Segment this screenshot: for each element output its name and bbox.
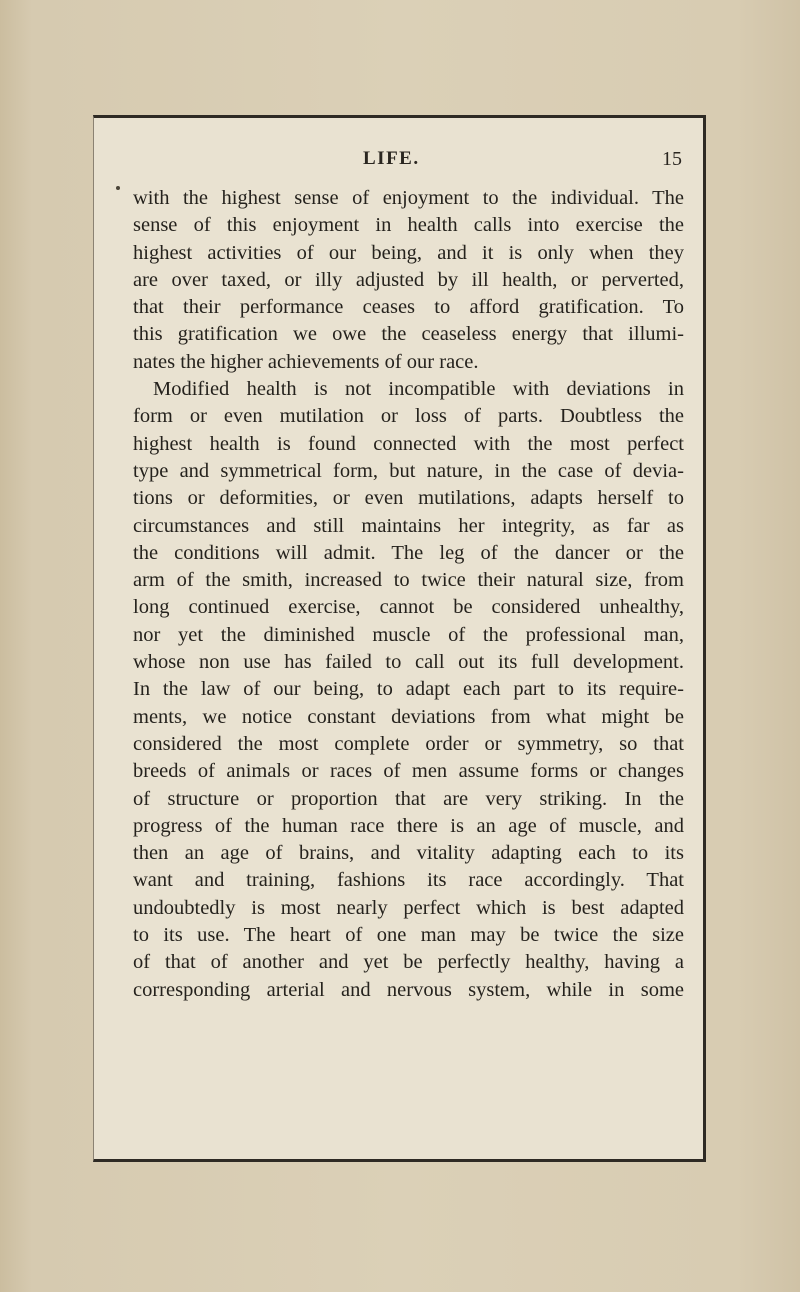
text-line: want and training, fashions its race accordingly. That [133,869,684,892]
text-line: nates the higher achievements of our race. [133,350,479,373]
text-line: with the highest sense of enjoyment to the individual. The [133,187,684,209]
text-line: circumstances and still maintains her integrity, as far as [133,514,684,537]
text-line: long continued exercise, cannot be considered unhealthy, [133,596,684,619]
text-line: progress of the human race there is an age of muscle, and [133,814,684,837]
page-header [93,148,706,178]
text-line: of structure or proportion that are very striking. In the [133,787,684,810]
paragraph-1 [133,185,684,376]
text-line: this gratification we owe the ceaseless energy that illumi- [133,323,684,346]
running-head: LIFE. [363,148,420,169]
text-line: undoubtedly is most nearly perfect which is best adapted [133,896,684,919]
text-line: sense of this enjoyment in health calls into exercise the [133,214,684,237]
text-line: considered the most complete order or symmetry, so that [133,732,684,755]
paragraph-2 [133,376,684,1004]
page-number: 15 [662,148,682,170]
text-line: nor yet the diminished muscle of the professional man, [133,623,684,646]
text-line: In the law of our being, to adapt each part to its require- [133,678,684,701]
text-line: highest health is found connected with the most perfect [133,432,684,455]
text-line: to its use. The heart of one man may be twice the size [133,924,684,947]
text-line: then an age of brains, and vitality adapting each to its [133,842,684,865]
text-line: are over taxed, or illy adjusted by ill health, or perverted, [133,268,684,291]
text-line: Modified health is not incompatible with deviations in [153,378,684,401]
margin-mark [116,186,120,190]
body-text [133,185,684,1004]
text-line: tions or deformities, or even mutilations, adapts herself to [133,487,684,510]
text-line: that their performance ceases to afford gratification. To [133,296,684,319]
text-line: the conditions will admit. The leg of the dancer or the [133,541,684,564]
text-line: of that of another and yet be perfectly healthy, having a [133,951,684,974]
text-line: whose non use has failed to call out its full development. [133,651,684,674]
text-line: type and symmetrical form, but nature, in the case of devia- [133,459,684,482]
text-line: breeds of animals or races of men assume forms or changes [133,760,684,783]
text-line: corresponding arterial and nervous system, while in some [133,978,684,1001]
text-line: highest activities of our being, and it is only when they [133,241,684,264]
text-line: ments, we notice constant deviations from what might be [133,705,684,728]
text-line: form or even mutilation or loss of parts. Doubtless the [133,405,684,428]
text-line: arm of the smith, increased to twice their natural size, from [133,569,684,592]
